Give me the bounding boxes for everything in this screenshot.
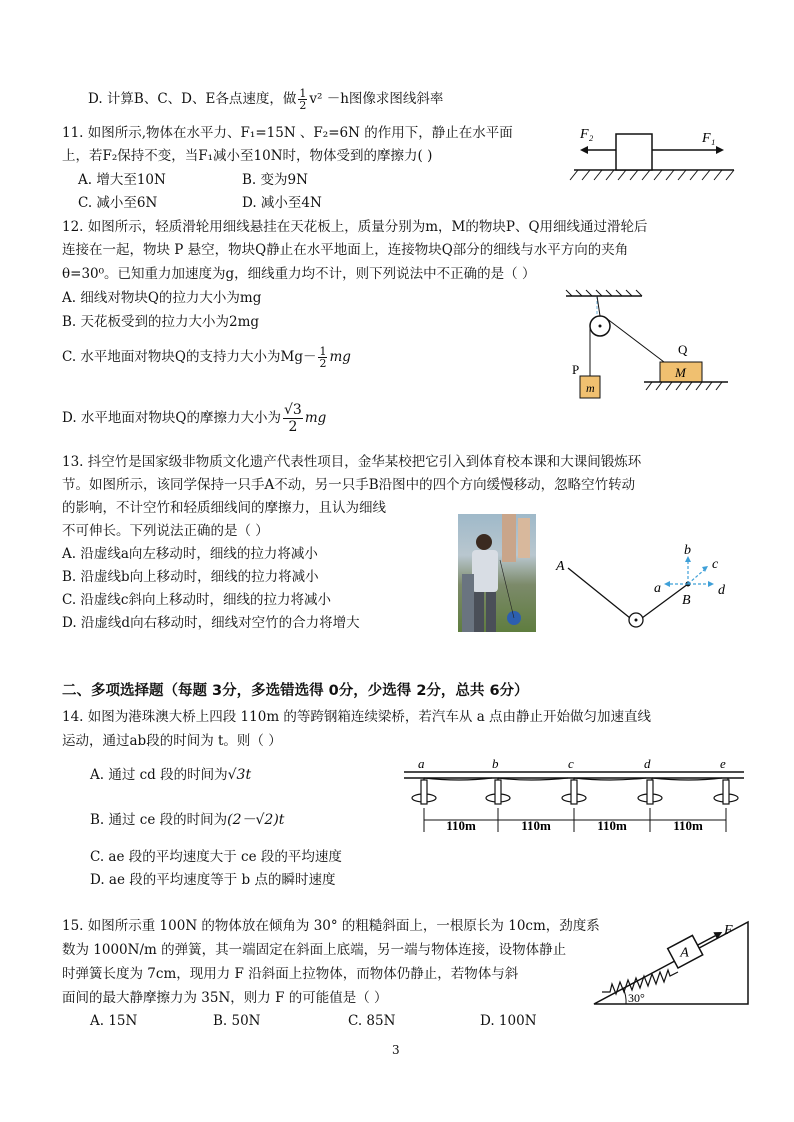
q13-option-a: A. 沿虚线a向左移动时，细线的拉力将减小 (62, 546, 318, 562)
q12-M-label: M (675, 365, 686, 380)
q13-option-c: C. 沿虚线c斜向上移动时，细线的拉力将减小 (62, 592, 331, 608)
q14-point-b: b (492, 756, 499, 771)
q13-figure (548, 538, 738, 638)
q14-span-bc: 110m (521, 818, 551, 833)
q13-label-d: d (718, 583, 725, 598)
q14-point-c: c (568, 756, 574, 771)
q11-stem-line1: 11. 如图所示,物体在水平力、F₁=15N 、F₂=6N 的作用下，静止在水平面 (62, 125, 513, 141)
q14-span-de: 110m (673, 818, 703, 833)
q13-stem-line3: 的影响，不计空竹和轻质细线间的摩擦力，且认为细线 (62, 500, 386, 516)
q14-option-b: B. 通过 ce 段的时间为(2－√2)t (90, 812, 285, 828)
q12-stem-line2: 连接在一起，物块 P 悬空，物块Q静止在水平地面上，连接物块Q部分的细线与水平方向的夹角 (62, 242, 629, 258)
q15-block-label: A (680, 945, 689, 961)
q14-point-e: e (720, 756, 726, 771)
q11-stem-line2: 上，若F₂保持不变，当F₁减小至10N时，物体受到的摩擦力( ) (62, 148, 433, 164)
q11-f1-label: F₁ (702, 131, 716, 146)
q14-stem-line2: 运动，通过ab段的时间为 t。则（ ） (62, 733, 282, 749)
q11-option-c: C. 减小至6N (78, 195, 158, 211)
q15-angle-label: 30° (628, 991, 645, 1005)
q12-stem-line3: θ=30⁰。已知重力加速度为g，细线重力均不计，则下列说法中不正确的是（ ） (62, 266, 536, 282)
q14-stem-line1: 14. 如图为港珠澳大桥上四段 110m 的等跨钢箱连续梁桥，若汽车从 a 点由静止开始做匀加速直线 (62, 709, 652, 725)
q12-m-label: m (586, 381, 595, 395)
q12-option-d: D. 水平地面对物块Q的摩擦力大小为 $\frac{√3}{2}$ mg (62, 402, 327, 435)
q11-option-b: B. 变为9N (242, 172, 308, 188)
q13-stem-line1: 13. 抖空竹是国家级非物质文化遗产代表性项目，金华某校把它引入到体育校本课和大课间锻炼环 (62, 454, 642, 470)
q11-option-a: A. 增大至10N (78, 172, 166, 188)
q14-point-d: d (644, 756, 651, 771)
q12-p-label: P (572, 362, 580, 377)
q13-label-a: a (654, 581, 661, 596)
q14-span-ab: 110m (446, 818, 476, 833)
q15-incline-figure (588, 920, 758, 1012)
q15-option-b: B. 50N (213, 1013, 261, 1029)
q13-label-c: c (712, 557, 719, 572)
q14-option-d: D. ae 段的平均速度等于 b 点的瞬时速度 (90, 872, 336, 888)
q11-figure (566, 118, 766, 188)
q15-stem-line4: 面间的最大静摩擦力为 35N，则力 F 的可能值是（ ） (62, 990, 388, 1006)
q14-bridge-figure (400, 756, 750, 838)
q10-option-d-text: D. 计算B、C、D、E各点速度，做 (88, 91, 297, 107)
q12-option-a: A. 细线对物块Q的拉力大小为mg (62, 290, 262, 306)
q10-fraction: $\frac{1}{2}$ (299, 87, 307, 112)
q10-option-d (88, 88, 443, 111)
q13-stem-line4: 不可伸长。下列说法正确的是（ ） (62, 523, 269, 539)
q14-option-a: A. 通过 cd 段的时间为√3t (90, 767, 252, 783)
q13-option-d: D. 沿虚线d向右移动时，细线对空竹的合力将增大 (62, 615, 360, 631)
q12-stem-line1: 12. 如图所示，轻质滑轮用细线悬挂在天花板上，质量分别为m，M的物块P、Q用细线通过滑轮后 (62, 219, 648, 235)
q13-photo-student (458, 514, 536, 632)
q15-option-a: A. 15N (90, 1013, 138, 1029)
q12-option-b: B. 天花板受到的拉力大小为2mg (62, 314, 260, 330)
q15-stem-line1: 15. 如图所示重 100N 的物体放在倾角为 30° 的粗糙斜面上，一根原长为 10cm，劲度系 (62, 918, 600, 934)
q15-stem-line2: 数为 1000N/m 的弹簧，其一端固定在斜面上底端，另一端与物体连接，设物体静止 (62, 942, 567, 958)
q11-option-d: D. 减小至4N (242, 195, 322, 211)
q14-point-a: a (418, 756, 425, 771)
q13-option-b: B. 沿虚线b向上移动时，细线的拉力将减小 (62, 569, 319, 585)
page-number: 3 (392, 1043, 400, 1057)
q13-label-B: B (682, 593, 691, 608)
q15-option-d: D. 100N (480, 1013, 537, 1029)
q12-option-c: C. 水平地面对物块Q的支持力大小为Mg－ $\frac{1}{2}$ mg (62, 345, 351, 370)
q10-option-d-tail: v² －h图像求图线斜率 (309, 91, 444, 107)
section-2-title: 二、多项选择题（每题 3分，多选错选得 0分，少选得 2分，总共 6分） (62, 683, 529, 699)
q15-stem-line3: 时弹簧长度为 7cm，现用力 F 沿斜面上拉物体，而物体仍静止，若物体与斜 (62, 966, 519, 982)
q12-figure (560, 288, 740, 408)
q12-q-label: Q (678, 342, 688, 357)
q13-label-b: b (684, 543, 691, 558)
q15-force-label: F (724, 923, 733, 938)
q13-label-A: A (556, 559, 565, 574)
q14-span-cd: 110m (597, 818, 627, 833)
q14-option-c: C. ae 段的平均速度大于 ce 段的平均速度 (90, 849, 342, 865)
q11-f2-label: F₂ (580, 127, 594, 142)
q15-option-c: C. 85N (348, 1013, 396, 1029)
q13-stem-line2: 节。如图所示，该同学保持一只手A不动，另一只手B沿图中的四个方向缓慢移动，忽略空竹转动 (62, 477, 636, 493)
